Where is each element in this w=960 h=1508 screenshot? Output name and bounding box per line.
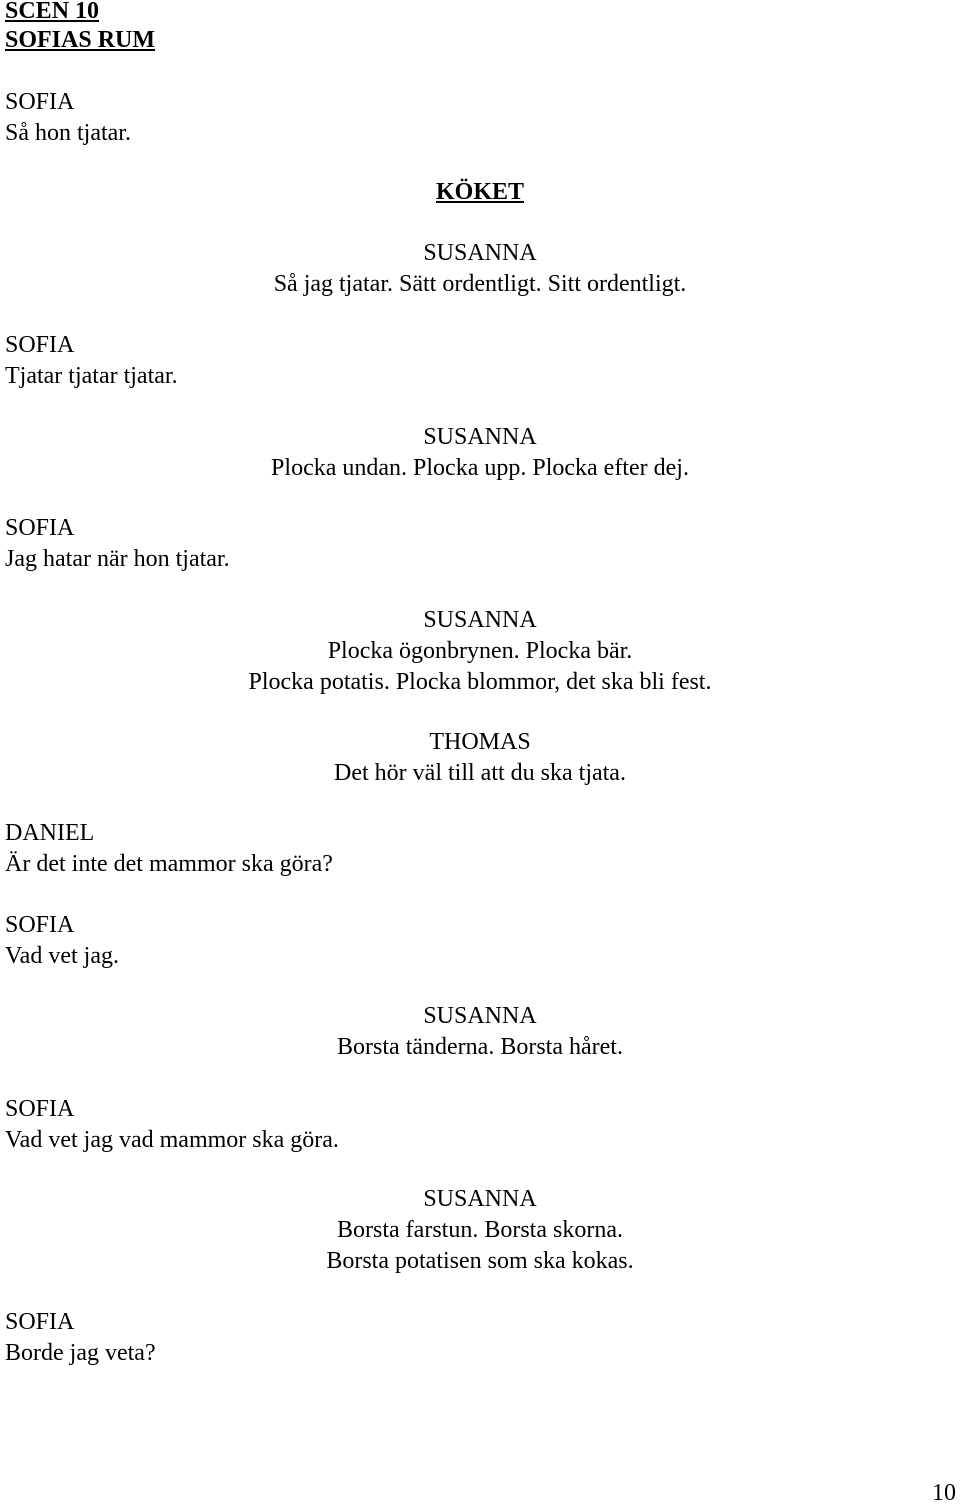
speaker-name: SUSANNA (423, 1186, 537, 1212)
speaker-name: SUSANNA (423, 424, 537, 450)
speaker-name: SUSANNA (423, 240, 537, 266)
dialogue-line: Vad vet jag vad mammor ska göra. (5, 1127, 339, 1153)
speaker-name: SOFIA (5, 1096, 75, 1122)
dialogue-line: Plocka ögonbrynen. Plocka bär. (327, 638, 633, 664)
speaker-name: THOMAS (429, 729, 531, 755)
speaker-name: SOFIA (5, 515, 75, 541)
dialogue-line: Plocka potatis. Plocka blommor, det ska bli fest. (248, 669, 712, 695)
speaker-name: SUSANNA (423, 607, 537, 633)
speaker-name: SOFIA (5, 89, 75, 115)
dialogue-line: Plocka undan. Plocka upp. Plocka efter dej. (271, 455, 689, 481)
speaker-name: DANIEL (5, 820, 95, 846)
page-number: 10 (932, 1480, 956, 1506)
dialogue-line: Tjatar tjatar tjatar. (5, 363, 178, 389)
dialogue-line: Borde jag veta? (5, 1340, 156, 1366)
dialogue-line: Borsta potatisen som ska kokas. (326, 1248, 634, 1274)
speaker-name: SOFIA (5, 912, 75, 938)
speaker-name: SOFIA (5, 332, 75, 358)
dialogue-line: Borsta tänderna. Borsta håret. (337, 1034, 623, 1060)
scene-location: SOFIAS RUM (5, 27, 156, 53)
dialogue-line: Är det inte det mammor ska göra? (5, 851, 333, 877)
dialogue-line: Så hon tjatar. (5, 120, 131, 146)
location-heading: KÖKET (435, 179, 525, 205)
dialogue-line: Borsta farstun. Borsta skorna. (337, 1217, 623, 1243)
scene-number: SCEN 10 (5, 0, 100, 24)
dialogue-line: Vad vet jag. (5, 943, 119, 969)
dialogue-line: Så jag tjatar. Sätt ordentligt. Sitt ordentligt. (273, 271, 687, 297)
speaker-name: SOFIA (5, 1309, 75, 1335)
dialogue-line: Jag hatar när hon tjatar. (5, 546, 230, 572)
speaker-name: SUSANNA (423, 1003, 537, 1029)
dialogue-line: Det hör väl till att du ska tjata. (334, 760, 626, 786)
